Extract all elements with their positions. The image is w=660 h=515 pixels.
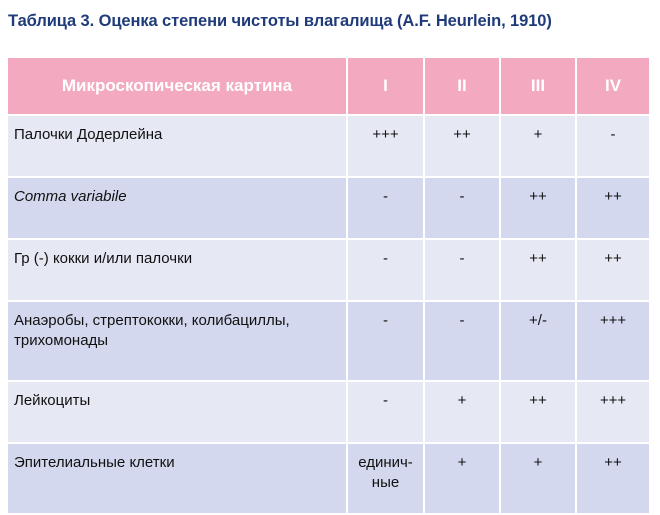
row-label: Comma variabile: [7, 177, 347, 239]
row-label: Лейкоциты: [7, 381, 347, 443]
header-grade-1: I: [347, 57, 424, 115]
cell-grade-4: ++: [576, 443, 650, 514]
header-grade-2: II: [424, 57, 500, 115]
cell-grade-1: -: [347, 177, 424, 239]
table-row: [7, 115, 650, 177]
row-label: Анаэробы, стрептококки, колибациллы, трихомонады: [7, 301, 347, 381]
row-label: Палочки Додерлейна: [7, 115, 347, 177]
table-row: [7, 381, 650, 443]
cell-grade-1: -: [347, 239, 424, 301]
table-row: [7, 443, 650, 514]
table-row: [7, 301, 650, 381]
table-row: [7, 239, 650, 301]
table-row: [7, 177, 650, 239]
cell-grade-1: -: [347, 301, 424, 381]
cell-grade-2: -: [424, 301, 500, 381]
cell-grade-2: -: [424, 239, 500, 301]
purity-grade-table: [6, 56, 651, 515]
cell-grade-4: +++: [576, 381, 650, 443]
cell-grade-4: ++: [576, 177, 650, 239]
cell-grade-3: ++: [500, 177, 576, 239]
cell-grade-4: ++: [576, 239, 650, 301]
table-title: Таблица 3. Оценка степени чистоты влагалища (A.F. Heurlein, 1910): [8, 12, 552, 30]
cell-grade-3: +: [500, 115, 576, 177]
cell-grade-4: -: [576, 115, 650, 177]
cell-grade-1: -: [347, 381, 424, 443]
cell-grade-1-text: единич-ные: [358, 454, 413, 491]
cell-grade-2: +: [424, 443, 500, 514]
row-label: Гр (-) кокки и/или палочки: [7, 239, 347, 301]
cell-grade-4: +++: [576, 301, 650, 381]
cell-grade-3: ++: [500, 381, 576, 443]
cell-grade-2: ++: [424, 115, 500, 177]
header-grade-3: III: [500, 57, 576, 115]
cell-grade-3: +: [500, 443, 576, 514]
header-grade-4: IV: [576, 57, 650, 115]
cell-grade-1: +++: [347, 115, 424, 177]
header-microscopic-picture: Микроскопическая картина: [7, 57, 347, 115]
cell-grade-2: +: [424, 381, 500, 443]
cell-grade-3: +/-: [500, 301, 576, 381]
cell-grade-2: -: [424, 177, 500, 239]
row-label: Эпителиальные клетки: [7, 443, 347, 514]
cell-grade-1: [347, 443, 424, 514]
table-header-row: [7, 57, 650, 115]
cell-grade-3: ++: [500, 239, 576, 301]
